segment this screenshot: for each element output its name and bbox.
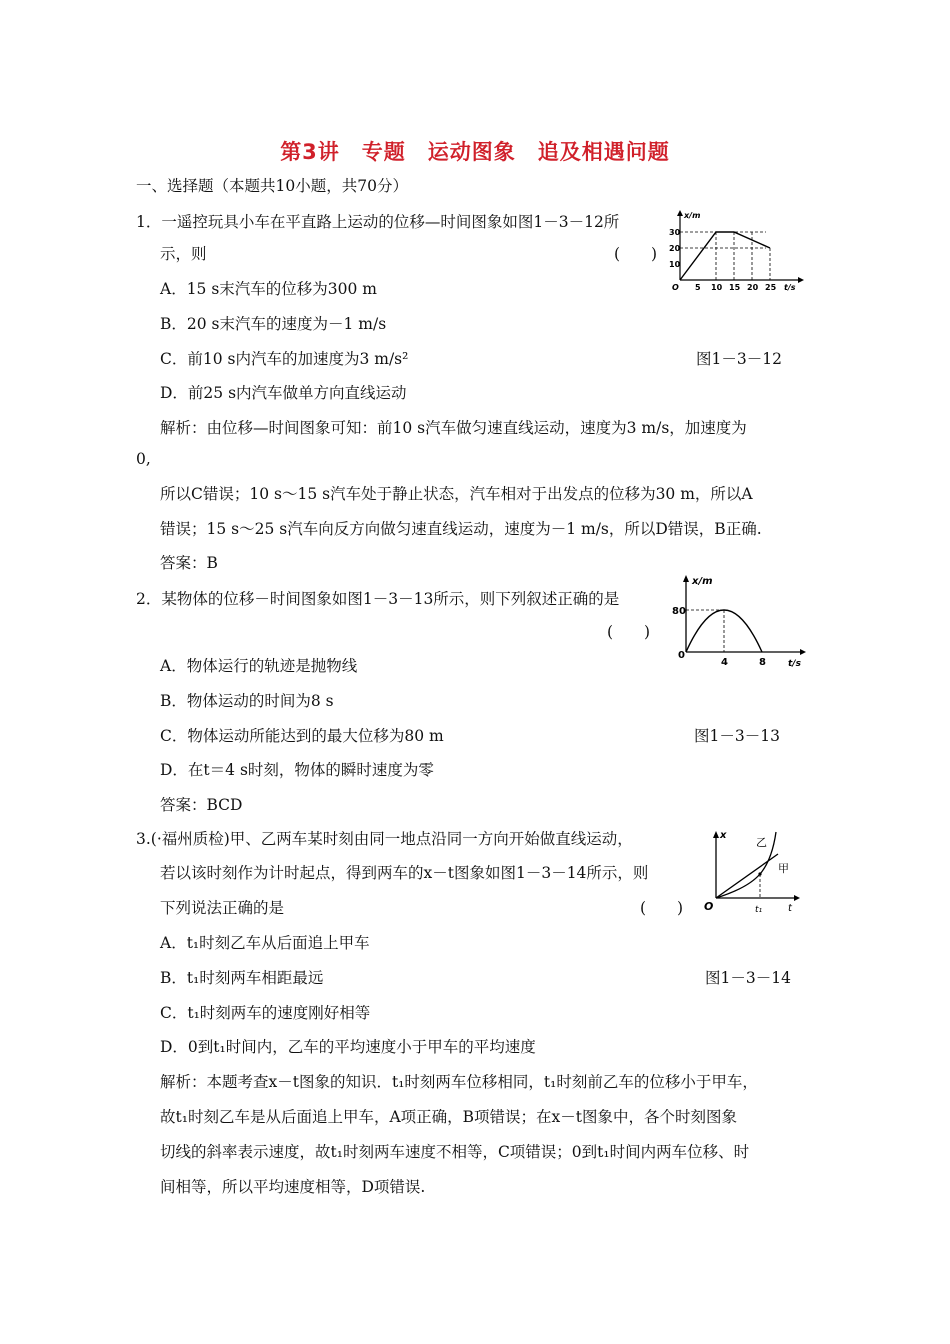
q1-fig-origin: O: [672, 283, 679, 292]
q1-analysis-line3: 所以C错误；10 s～15 s汽车处于静止状态，汽车相对于出发点的位移为30 m，所以A: [160, 485, 753, 503]
q1-fig-xtick-25: 25: [765, 283, 777, 292]
q3-analysis-line1: 解析：本题考查x－t图象的知识．t₁时刻两车位移相同，t₁时刻前乙车的位移小于甲车，: [160, 1073, 758, 1091]
q2-option-c: C．物体运动所能达到的最大位移为80 m: [160, 727, 444, 745]
q1-option-a: A．15 s末汽车的位移为300 m: [160, 280, 378, 298]
q3-analysis-line2: 故t₁时刻乙车是从后面追上甲车，A项正确，B项错误；在x－t图象中，各个时刻图象: [160, 1108, 737, 1126]
section-heading: 一、选择题（本题共10小题，共70分）: [136, 177, 408, 195]
q1-answer: 答案：B: [160, 554, 218, 572]
q3-analysis-line3: 切线的斜率表示速度，故t₁时刻两车速度不相等，C项错误；0到t₁时间内两车位移、时: [160, 1143, 750, 1161]
q1-fig-xtick-20: 20: [747, 283, 759, 292]
q2-answer: 答案：BCD: [160, 796, 243, 814]
q3-option-c: C．t₁时刻两车的速度刚好相等: [160, 1004, 371, 1022]
q3-option-d: D．0到t₁时间内，乙车的平均速度小于甲车的平均速度: [160, 1038, 536, 1056]
q3-xt-graph: [702, 826, 802, 918]
q3-fig-xlabel: t: [788, 903, 792, 914]
q2-fig-xtick-8: 8: [759, 657, 766, 668]
q3-fig-ylabel: x: [720, 830, 727, 841]
q3-fig-origin: O: [704, 900, 714, 913]
q2-fig-origin: 0: [678, 650, 685, 661]
q1-fig-ylabel: x/m: [684, 211, 701, 220]
q2-stem-line1: 2．某物体的位移－时间图象如图1－3－13所示，则下列叙述正确的是: [136, 590, 620, 608]
q1-stem-line1: 1．一遥控玩具小车在平直路上运动的位移—时间图象如图1－3－12所: [136, 213, 620, 231]
q2-xt-graph: [672, 572, 808, 670]
q3-stem-line1: 3.(·福州质检)甲、乙两车某时刻由同一地点沿同一方向开始做直线运动，: [136, 830, 633, 848]
q3-fig-t1: t₁: [755, 905, 763, 915]
q2-fig-ylabel: x/m: [692, 576, 713, 587]
q3-fig-label-jia: 甲: [778, 862, 789, 875]
q2-fig-ytick-80: 80: [672, 606, 686, 617]
q2-option-a: A．物体运行的轨迹是抛物线: [160, 657, 358, 675]
q1-analysis-line2: 0,: [136, 450, 151, 468]
q3-option-b: B．t₁时刻两车相距最远: [160, 969, 324, 987]
q3-answer-paren: ( ): [640, 899, 684, 917]
q1-figure-caption: 图1－3－12: [696, 350, 782, 368]
q1-fig-xtick-10: 10: [711, 283, 723, 292]
q2-option-d: D．在t＝4 s时刻，物体的瞬时速度为零: [160, 761, 434, 779]
q1-stem-line2: 示，则: [160, 245, 207, 263]
q1-fig-xtick-5: 5: [695, 283, 701, 292]
q3-stem-line3: 下列说法正确的是: [160, 899, 285, 917]
q1-option-c: C．前10 s内汽车的加速度为3 m/s²: [160, 350, 409, 368]
q3-option-a: A．t₁时刻乙车从后面追上甲车: [160, 934, 370, 952]
q2-fig-xtick-4: 4: [721, 657, 728, 668]
q1-analysis-line1: 解析：由位移—时间图象可知：前10 s汽车做匀速直线运动，速度为3 m/s，加速度为: [160, 419, 747, 437]
q1-xt-graph: [662, 208, 804, 296]
q1-answer-paren: ( ): [614, 245, 658, 263]
q1-fig-xtick-15: 15: [729, 283, 741, 292]
q1-fig-ytick-30: 30: [669, 228, 681, 237]
q1-option-d: D．前25 s内汽车做单方向直线运动: [160, 384, 407, 402]
q2-option-b: B．物体运动的时间为8 s: [160, 692, 334, 710]
q1-fig-xlabel: t/s: [784, 283, 796, 292]
q2-answer-paren: ( ): [607, 623, 651, 641]
q1-option-b: B．20 s末汽车的速度为－1 m/s: [160, 315, 387, 333]
q3-figure-caption: 图1－3－14: [705, 969, 791, 987]
page-title: 第3讲 专题 运动图象 追及相遇问题: [280, 140, 670, 164]
q1-fig-ytick-20: 20: [669, 244, 681, 253]
q3-analysis-line4: 间相等，所以平均速度相等，D项错误.: [160, 1178, 426, 1196]
q1-analysis-line4: 错误；15 s～25 s汽车向反方向做匀速直线运动，速度为－1 m/s，所以D错误，B正确.: [160, 520, 762, 538]
q2-figure-caption: 图1－3－13: [694, 727, 780, 745]
q1-fig-ytick-10: 10: [669, 260, 681, 269]
q2-fig-xlabel: t/s: [788, 659, 801, 669]
q3-fig-label-yi: 乙: [756, 836, 767, 849]
q3-stem-line2: 若以该时刻作为计时起点，得到两车的x－t图象如图1－3－14所示，则: [160, 864, 649, 882]
